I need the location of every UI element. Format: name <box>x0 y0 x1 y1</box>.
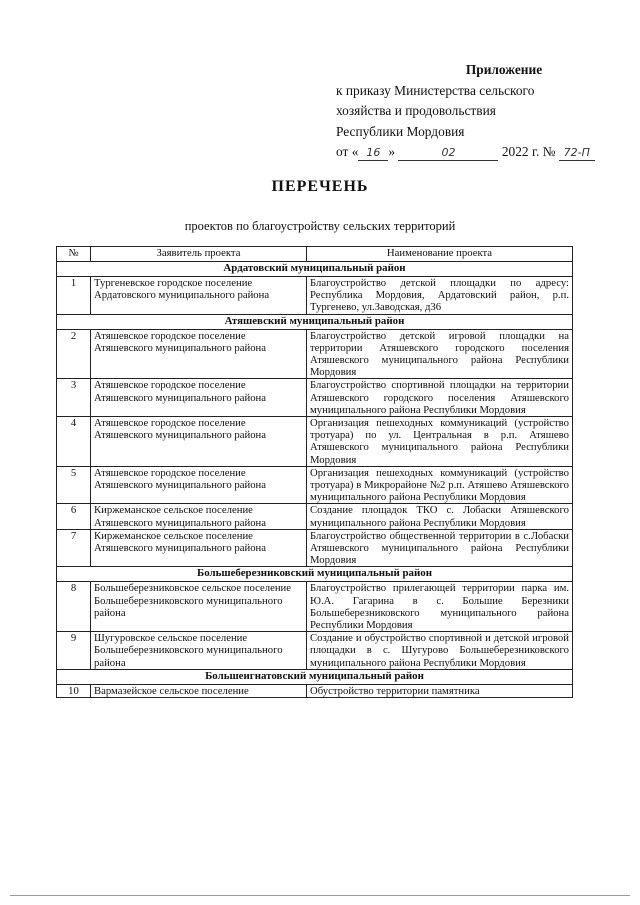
row-project-name: Создание и обустройство спортивной и детской игровой площадки в с. Шугурово Большеберезниковского муниципального района Республики Мордовия <box>307 632 573 670</box>
row-applicant: Атяшевское городское поселение Атяшевского муниципального района <box>91 379 307 417</box>
row-number: 5 <box>57 466 91 504</box>
table-row <box>57 329 573 379</box>
row-number: 1 <box>57 277 91 315</box>
district-name: Большеберезниковский муниципальный район <box>57 567 573 582</box>
row-applicant: Атяшевское городское поселение Атяшевского муниципального района <box>91 329 307 379</box>
row-project-name: Организация пешеходных коммуникаций (устройство тротуара) в Микрорайоне №2 р.п. Атяшево Атяшевского муниципального района Республики Мордовия <box>307 466 573 504</box>
row-number: 9 <box>57 632 91 670</box>
table-row <box>57 529 573 567</box>
annex-title: Приложение <box>465 62 543 77</box>
annex-line-1: к приказу Министерства сельского <box>336 82 535 98</box>
header-number: № <box>57 247 91 262</box>
district-row <box>57 314 573 329</box>
row-project-name: Благоустройство общественной территории в с.Лобаски Атяшевского муниципального района Республики Мордовия <box>307 529 573 567</box>
table-row <box>57 582 573 632</box>
document-title: ПЕРЕЧЕНЬ <box>271 178 369 195</box>
date-prefix: от « <box>336 144 359 159</box>
page-edge-line <box>10 895 630 896</box>
annex-line-3: Республики Мордовия <box>336 123 465 139</box>
table-row <box>57 466 573 504</box>
annex-date-line <box>336 142 636 163</box>
row-applicant: Киржеманское сельское поселение Атяшевского муниципального района <box>91 529 307 567</box>
table-header-row <box>57 247 573 262</box>
row-number: 7 <box>57 529 91 567</box>
row-project-name: Благоустройство детской площадки по адресу: Республика Мордовия, Ардатовский район, р.п. Тургенево, ул.Заводская, д36 <box>307 277 573 315</box>
row-project-name: Благоустройство прилегающей территории парка им. Ю.А. Гагарина в с. Большие Березники Большеберезниковского муниципального района Республики Мордовия <box>307 582 573 632</box>
date-month: 02 <box>398 146 498 161</box>
row-number: 4 <box>57 417 91 467</box>
district-name: Большеигнатовский муниципальный район <box>57 669 573 684</box>
annex-block <box>336 60 636 163</box>
row-number: 6 <box>57 504 91 529</box>
row-applicant: Шугуровское сельское поселение Большеберезниковского муниципального района <box>91 632 307 670</box>
row-applicant: Киржеманское сельское поселение Атяшевского муниципального района <box>91 504 307 529</box>
table-row <box>57 379 573 417</box>
date-year: 2022 г. № <box>501 144 556 159</box>
district-row <box>57 669 573 684</box>
row-project-name: Обустройство территории памятника <box>307 684 573 697</box>
district-row <box>57 567 573 582</box>
row-number: 3 <box>57 379 91 417</box>
table-row <box>57 504 573 529</box>
row-applicant: Большеберезниковское сельское поселение Большеберезниковского муниципального района <box>91 582 307 632</box>
row-applicant: Тургеневское городское поселение Ардатовского муниципального района <box>91 277 307 315</box>
district-row <box>57 262 573 277</box>
annex-line-2: хозяйства и продовольствия <box>336 103 496 118</box>
table-row <box>57 684 573 697</box>
row-project-name: Создание площадок ТКО с. Лобаски Атяшевского муниципального района Республики Мордовия <box>307 504 573 529</box>
row-number: 10 <box>57 684 91 697</box>
row-project-name: Благоустройство спортивной площадки на территории Атяшевского городского поселения Атяшевского муниципального района Республики Мордовия <box>307 379 573 417</box>
district-name: Атяшевский муниципальный район <box>57 314 573 329</box>
date-mid: » <box>388 144 396 159</box>
row-applicant: Атяшевское городское поселение Атяшевского муниципального района <box>91 466 307 504</box>
row-applicant: Вармазейское сельское поселение <box>91 684 307 697</box>
header-project-name: Наименование проекта <box>307 247 573 262</box>
projects-table <box>56 246 573 698</box>
district-name: Ардатовский муниципальный район <box>57 262 573 277</box>
table-row <box>57 277 573 315</box>
table-row <box>57 417 573 467</box>
date-day: 16 <box>358 146 388 161</box>
row-project-name: Благоустройство детской игровой площадки на территории Атяшевского городского поселения Атяшевского муниципального района Республики Мордовия <box>307 329 573 379</box>
order-number: 72-П <box>559 146 595 161</box>
row-applicant: Атяшевское городское поселение Атяшевского муниципального района <box>91 417 307 467</box>
row-project-name: Организация пешеходных коммуникаций (устройство тротуара) по ул. Центральная в р.п. Атяшево Атяшевского муниципального района Республики Мордовия <box>307 417 573 467</box>
table-row <box>57 632 573 670</box>
row-number: 8 <box>57 582 91 632</box>
row-number: 2 <box>57 329 91 379</box>
table-body <box>57 262 573 698</box>
document-subtitle: проектов по благоустройству сельских территорий <box>184 219 456 233</box>
header-applicant: Заявитель проекта <box>91 247 307 262</box>
